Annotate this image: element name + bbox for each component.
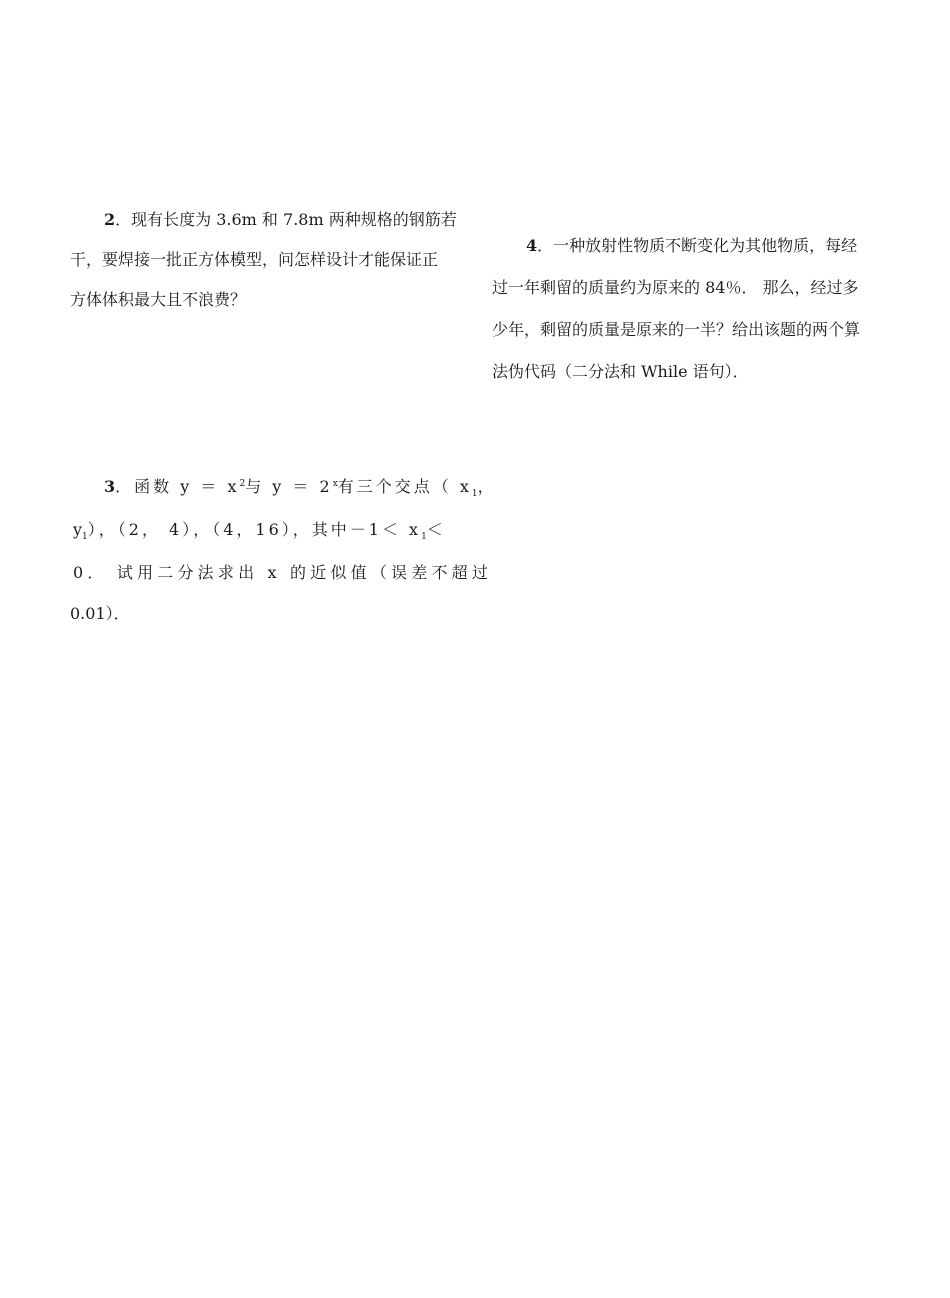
problem-4-text-1: ．一种放射性物质不断变化为其他物质，每经 [537, 236, 858, 255]
problem-3-text-1a: ．函数 y ＝ x [115, 477, 240, 496]
problem-3-line-4: 0.01）． [70, 604, 130, 623]
problem-4-line-2: 过一年剩留的质量约为原来的 84％． 那么，经过多 [492, 278, 859, 297]
problem-4-number: 4 [526, 236, 538, 255]
problem-3-text-1d: ， [477, 477, 494, 496]
superscript-2: 2 [239, 479, 246, 489]
problem-3-line-2 [73, 520, 443, 543]
subscript-1: 1 [421, 532, 427, 542]
problem-3-line-1 [104, 477, 494, 500]
problem-2-line-2: 干，要焊接一批正方体模型，问怎样设计才能保证正 [70, 250, 439, 269]
problem-3-text-1b: 与 y ＝ 2 [245, 477, 333, 496]
problem-4-line-4: 法伪代码（二分法和 While 语句）． [492, 362, 749, 381]
subscript-1: 1 [471, 489, 478, 499]
problem-3-text-2a: y [73, 520, 83, 539]
problem-3-line-3: 0． 试用二分法求出 x 的近似值（误差不超过 [73, 563, 493, 582]
problem-2-text-1: ．现有长度为 3.6m 和 7.8m 两种规格的钢筋若 [115, 210, 457, 229]
subscript-1: 1 [82, 532, 88, 542]
problem-2-line-3: 方体体积最大且不浪费？ [70, 290, 247, 309]
problem-4-line-3: 少年，剩留的质量是原来的一半？给出该题的两个算 [492, 320, 861, 339]
problem-2-number: 2 [104, 210, 116, 229]
problem-3-number: 3 [104, 477, 116, 496]
problem-4-line-1 [526, 236, 857, 256]
problem-4 [492, 0, 892, 400]
problem-3-text-2b: ），（2， 4），（4，16），其中－1＜ x [87, 520, 422, 539]
problem-3-text-2c: ＜ [426, 520, 443, 539]
problem-3 [70, 0, 494, 640]
superscript-x: x [332, 479, 338, 489]
problem-3-text-1c: 有三个交点（ x [337, 477, 472, 496]
